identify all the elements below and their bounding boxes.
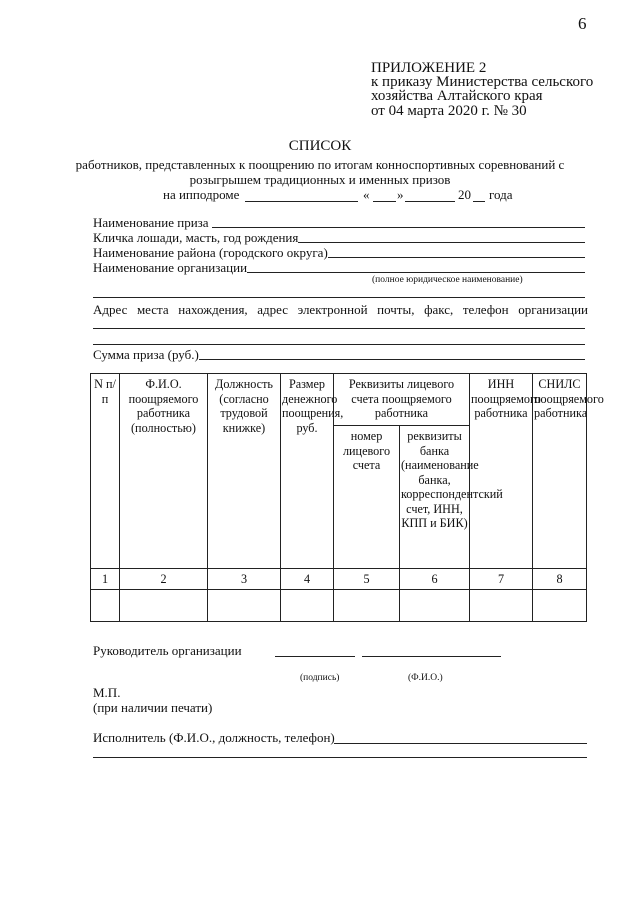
date-year-prefix: 20 <box>458 187 471 202</box>
column-number: 1 <box>91 569 120 590</box>
column-number: 3 <box>208 569 281 590</box>
head-label: Руководитель организации <box>93 643 242 658</box>
hippodrome-label: на ипподроме <box>163 187 240 202</box>
appendix-line-1: к приказу Министерства сельского <box>371 74 594 90</box>
date-open-quote: « <box>363 187 370 202</box>
column-number: 2 <box>120 569 208 590</box>
legal-name-hint: (полное юридическое наименование) <box>372 275 523 285</box>
date-month-line <box>405 201 455 202</box>
table-cell[interactable] <box>91 590 120 622</box>
prize-name-line <box>212 227 585 228</box>
column-number: 5 <box>334 569 400 590</box>
executor-label: Исполнитель (Ф.И.О., должность, телефон) <box>93 730 335 745</box>
executor-line-2 <box>93 757 587 758</box>
column-number: 6 <box>400 569 470 590</box>
header-number: N п/п <box>91 374 120 569</box>
table-cell[interactable] <box>533 590 587 622</box>
horse-label: Кличка лошади, масть, год рождения <box>93 230 299 245</box>
date-day-line <box>373 201 396 202</box>
fio-line <box>362 656 501 657</box>
table-cell[interactable] <box>334 590 400 622</box>
appendix-title: ПРИЛОЖЕНИЕ 2 <box>371 60 487 76</box>
seal-note: (при наличии печати) <box>93 700 213 715</box>
header-inn: ИНН поощряемого работника <box>470 374 533 569</box>
address-line-1 <box>93 328 585 329</box>
column-number: 4 <box>281 569 334 590</box>
district-label: Наименование района (городского округа) <box>93 245 328 260</box>
table-number-row <box>91 569 587 590</box>
header-account-number: номер лицевого счета <box>334 426 400 569</box>
page-number: 6 <box>578 14 587 33</box>
date-year-word: года <box>489 187 513 202</box>
table-cell[interactable] <box>208 590 281 622</box>
table-cell[interactable] <box>120 590 208 622</box>
column-number: 8 <box>533 569 587 590</box>
header-snils: СНИЛС поощряемого работника <box>533 374 587 569</box>
prize-name-label: Наименование приза <box>93 215 209 230</box>
appendix-line-2: хозяйства Алтайского края <box>371 88 543 104</box>
prize-sum-label: Сумма приза (руб.) <box>93 347 199 362</box>
table-cell[interactable] <box>281 590 334 622</box>
signature-line <box>275 656 355 657</box>
table-cell[interactable] <box>470 590 533 622</box>
header-amount: Размер денежного поощрения, руб. <box>281 374 334 569</box>
hippodrome-line <box>245 201 358 202</box>
address-label: Адрес места нахождения, адрес электронной почты, факс, телефон организации <box>93 302 588 317</box>
organization-line <box>247 272 585 273</box>
table-header-row <box>91 374 587 426</box>
date-year-line <box>473 201 485 202</box>
prize-sum-line <box>199 359 585 360</box>
table-cell[interactable] <box>400 590 470 622</box>
seal-label: М.П. <box>93 685 121 700</box>
column-number: 7 <box>470 569 533 590</box>
list-title: СПИСОК <box>288 138 352 154</box>
list-subtitle-1: работников, представленных к поощрению по итогам конноспортивных соревнований с <box>75 157 565 172</box>
organization-line-2 <box>93 297 585 298</box>
header-account-details: Реквизиты лицевого счета поощряемого работника <box>334 374 470 426</box>
address-line-2 <box>93 344 585 345</box>
organization-label: Наименование организации <box>93 260 248 275</box>
appendix-line-3: от 04 марта 2020 г. № 30 <box>371 103 527 119</box>
list-subtitle-2: розыгрышем традиционных и именных призов <box>189 172 451 187</box>
district-line <box>328 257 585 258</box>
date-close-quote: » <box>397 187 404 202</box>
fio-hint: (Ф.И.О.) <box>408 673 443 683</box>
header-position: Должность (согласно трудовой книжке) <box>208 374 281 569</box>
table-row <box>91 590 587 622</box>
horse-line <box>298 242 585 243</box>
executor-line <box>334 743 587 744</box>
signature-hint: (подпись) <box>300 673 340 683</box>
header-bank-details: реквизиты банка (наименование банка, корреспондентский счет, ИНН, КПП и БИК) <box>400 426 470 569</box>
header-full-name: Ф.И.О. поощряемого работника (полностью) <box>120 374 208 569</box>
awardees-table <box>90 373 604 622</box>
